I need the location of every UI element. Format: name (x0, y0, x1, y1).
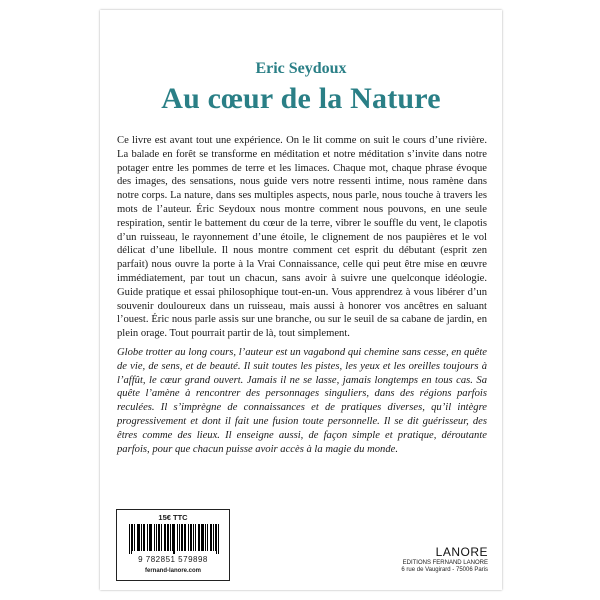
publisher-address: 6 rue de Vaugirard - 75006 Paris (401, 567, 488, 573)
blurb-paragraph-author-bio: Globe trotter au long cours, l’auteur est un vagabond qui chemine sans cesse, en quête de vie, de sens, et de beauté. Il suit toutes les pistes, les yeux et les oreilles toujours à l’affût, le cœur grand ouvert. Jamais il ne se lasse, jamais longtemps en tous cas. Sa quête l’amène à rencontrer des personnages singuliers, dans des régions parfois reculées. Il s’imprègne de connaissances et de pratiques diverses, qu’il intègre progressivement et dont il fait une fusion toute personnelle. Il se dit guérisseur, des êtres comme des lieux. Il enseigne aussi, de façon simple et pratique, déroutante parfois, pour que chacun puisse avoir accès à la magie du monde. (117, 346, 487, 455)
barcode-icon (129, 524, 219, 554)
barcode-box (116, 509, 230, 581)
book-back-cover (100, 10, 502, 590)
blurb (117, 134, 487, 456)
price-label: 15€ TTC (158, 513, 188, 522)
isbn-number: 9 782851 579898 (138, 555, 208, 564)
publisher-website: fernand-lanore.com (144, 568, 201, 574)
publisher-name: EDITIONS FERNAND LANORE (402, 560, 488, 566)
publisher-logo: LANORE (435, 545, 488, 559)
book-title: Au cœur de la Nature (161, 82, 441, 115)
author-name: Eric Seydoux (255, 60, 347, 77)
blurb-paragraph-main: Ce livre est avant tout une expérience. On le lit comme on suit le cours d’une rivière. La balade en forêt se transforme en méditation et notre méditation s’invite dans notre potager entre les pommes de terre et les limaces. Chaque mot, chaque phrase évoque des images, des sensations, nous guide vers notre ressenti intime, nous ramène dans notre corps. La nature, dans ses multiples aspects, nous parle, nous touche à travers les mots de l’auteur. Éric Seydoux nous montre comment nous pouvons, en une seule respiration, sentir le battement du cœur de la terre, vibrer le souffle du vent, le clapotis d’un ruisseau, le rayonnement d’une étoile, le clignement de nos paupières et le vol délicat d’une libellule. Il nous montre comment cet esprit du débutant (esprit zen parfait) nous ouvre la porte à la Vrai Connaissance, celle qui peut être mise en œuvre immédiatement, par tout un chacun, sans avoir à suivre une quelconque idéologie. Guide pratique et essai philosophique tout-en-un. Vous apprendrez à vous libérer d’un souvenir douloureux dans un ruisseau, mais aussi à honorer vos ancêtres en saluant l’ouest. Éric nous parle assis sur une branche, ou sur le seuil de sa cabane de jardin, en plein orage. Tout pourrait partir de là, tout simplement. (117, 135, 487, 340)
publisher-block (348, 545, 488, 573)
